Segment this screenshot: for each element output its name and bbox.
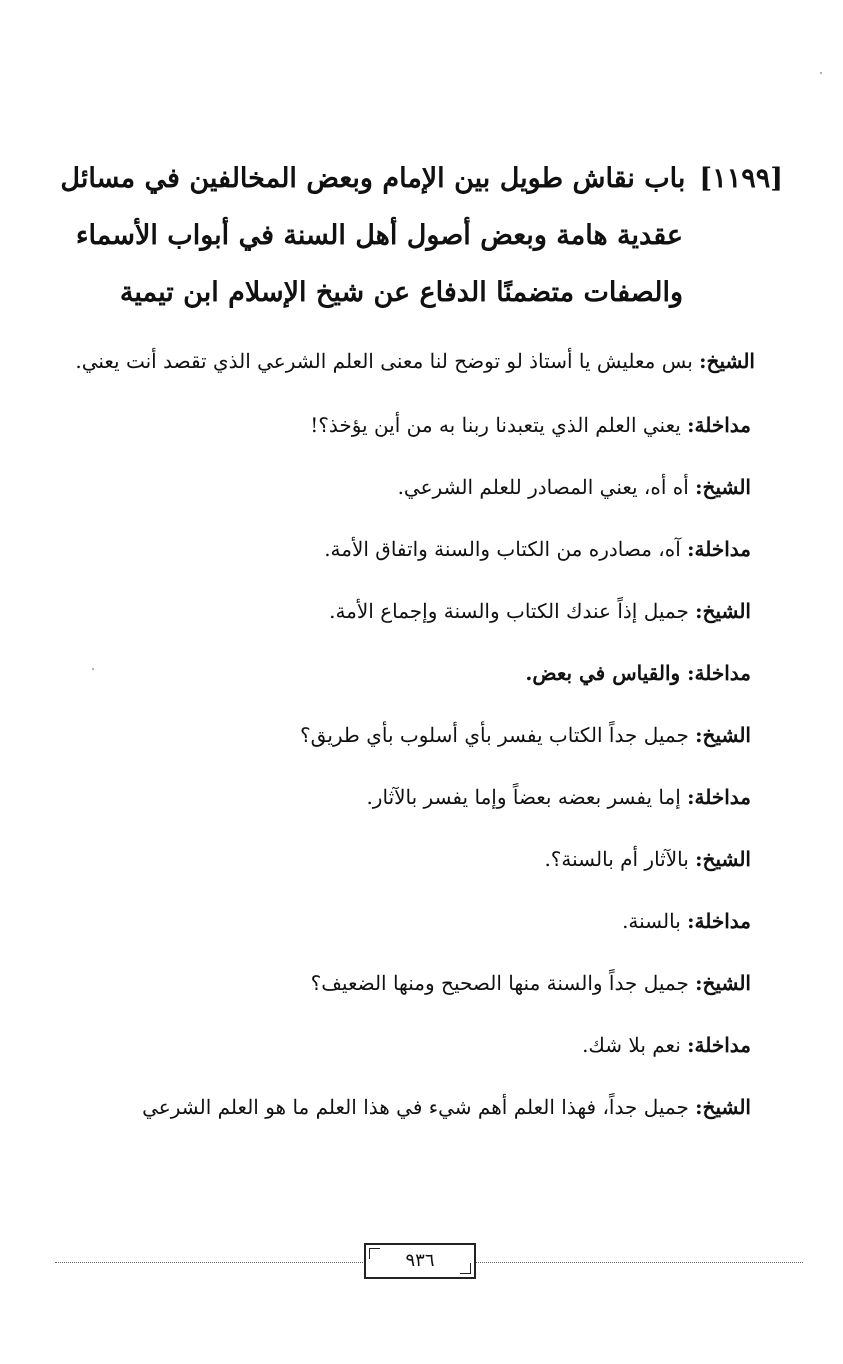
frame-ornament — [369, 1248, 380, 1259]
dialogue-paragraph — [40, 890, 791, 952]
dialogue-paragraph — [40, 1076, 791, 1138]
page-number-frame — [364, 1243, 476, 1279]
chapter-heading — [40, 150, 783, 321]
speech-text: جميل جداً الكتاب يفسر بأي أسلوب بأي طريق؟ — [300, 723, 696, 747]
speaker-label: مداخلة: — [687, 1033, 751, 1057]
dialogue-paragraph — [40, 952, 791, 1014]
dialogue-paragraph — [40, 766, 791, 828]
speaker-label: الشيخ: — [695, 723, 751, 747]
speaker-label: الشيخ: — [695, 475, 751, 499]
dialogue-paragraph — [40, 394, 791, 456]
speech-text: جميل إذاً عندك الكتاب والسنة وإجماع الأمة. — [329, 599, 696, 623]
speech-text: نعم بلا شك. — [582, 1033, 688, 1057]
chapter-title-line-1: باب نقاش طويل بين الإمام وبعض المخالفين في مسائل — [60, 163, 686, 194]
scan-speck — [820, 72, 822, 74]
speaker-label: الشيخ: — [695, 599, 751, 623]
dialogue-paragraph — [40, 456, 791, 518]
speech-text: آه، مصادره من الكتاب والسنة واتفاق الأمة. — [324, 537, 688, 561]
speech-text: بالسنة. — [622, 909, 688, 933]
speech-text: بالآثار أم بالسنة؟. — [544, 847, 696, 871]
speaker-label: الشيخ: — [695, 847, 751, 871]
dialogue-paragraph — [40, 332, 791, 390]
speech-text: أه أه، يعني المصادر للعلم الشرعي. — [397, 475, 696, 499]
speech-text: إما يفسر بعضه بعضاً وإما يفسر بالآثار. — [366, 785, 688, 809]
dialogue-paragraph — [40, 1014, 791, 1076]
dialogue-paragraph — [40, 518, 791, 580]
speaker-label: مداخلة: — [687, 785, 751, 809]
speaker-label: مداخلة: — [687, 661, 751, 685]
speech-text: بس معليش يا أستاذ لو توضح لنا معنى العلم الشرعي الذي تقصد أنت يعني. — [75, 349, 700, 373]
speech-text: والقياس في بعض. — [525, 661, 688, 685]
chapter-number: [١١٩٩] — [699, 163, 783, 194]
speaker-label: الشيخ: — [695, 1095, 751, 1119]
dialogue-paragraph — [40, 828, 791, 890]
speech-text: جميل جداً، فهذا العلم أهم شيء في هذا العلم ما هو العلم الشرعي — [142, 1095, 696, 1119]
dialogue-paragraph — [40, 580, 791, 642]
dialogue-paragraph — [40, 642, 791, 704]
page-number: ٩٣٦ — [405, 1250, 435, 1271]
frame-ornament — [460, 1263, 471, 1274]
speaker-label: مداخلة: — [687, 909, 751, 933]
chapter-title-line-3: والصفات متضمنًا الدفاع عن شيخ الإسلام ابن تيمية — [119, 277, 683, 308]
dialogue-body — [40, 332, 791, 1138]
speech-text: يعني العلم الذي يتعبدنا ربنا به من أين يؤخذ؟! — [310, 413, 688, 437]
speaker-label: مداخلة: — [687, 537, 751, 561]
speaker-label: الشيخ: — [695, 971, 751, 995]
speech-text: جميل جداً والسنة منها الصحيح ومنها الضعيف؟ — [310, 971, 696, 995]
dialogue-paragraph — [40, 704, 791, 766]
speaker-label: الشيخ: — [699, 349, 755, 373]
speaker-label: مداخلة: — [687, 413, 751, 437]
chapter-title-line-2: عقدية هامة وبعض أصول أهل السنة في أبواب الأسماء — [75, 220, 683, 251]
